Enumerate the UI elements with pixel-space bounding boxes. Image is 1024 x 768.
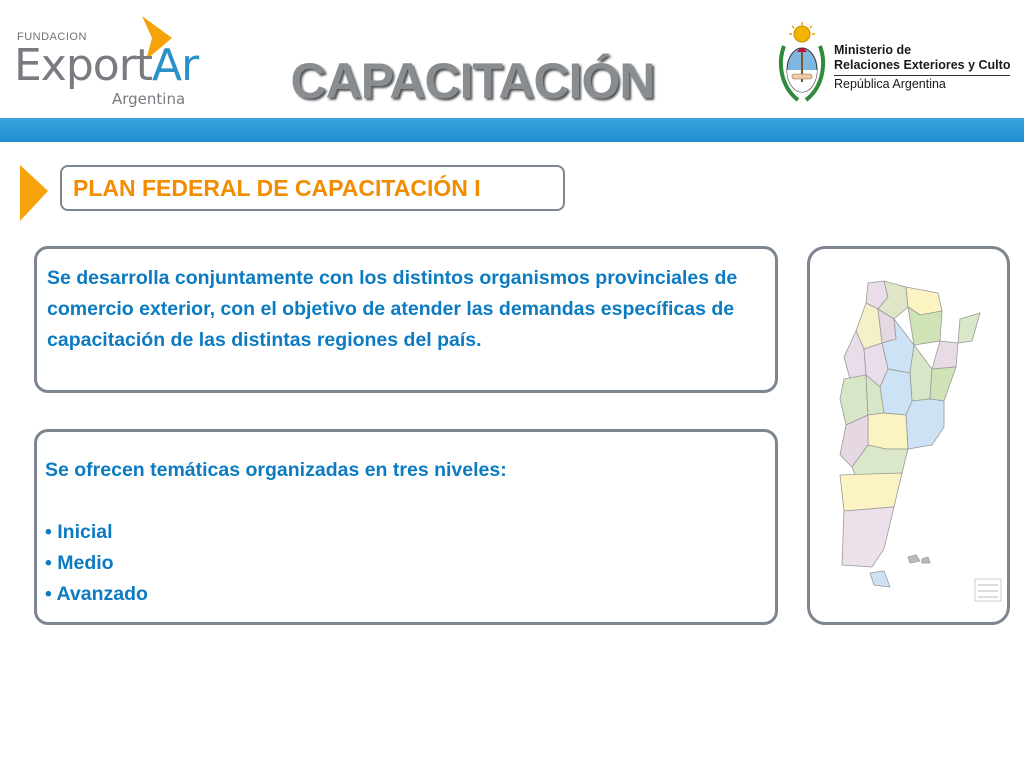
ministry-country: República Argentina bbox=[834, 77, 946, 91]
level-item-avanzado: • Avanzado bbox=[45, 583, 148, 605]
levels-box bbox=[34, 429, 778, 625]
argentina-map bbox=[810, 249, 1007, 622]
section-heading-box bbox=[60, 165, 565, 211]
orange-triangle-icon bbox=[17, 165, 49, 221]
level-item-medio: • Medio bbox=[45, 552, 114, 574]
ministry-name-line2: Relaciones Exteriores y Culto bbox=[834, 59, 1010, 76]
ministry-name-line1: Ministerio de bbox=[834, 43, 912, 57]
map-box bbox=[807, 246, 1010, 625]
ministerio-logo bbox=[776, 22, 1021, 112]
level-item-inicial: • Inicial bbox=[45, 521, 113, 543]
logo-exportar-text: ExportAr bbox=[14, 40, 199, 91]
logo-fundacion-text: FUNDACION bbox=[17, 31, 87, 43]
logo-argentina-text: Argentina bbox=[112, 90, 186, 108]
description-text: Se desarrolla conjuntamente con los distintos organismos provinciales de comercio exterior, con el objetivo de atender las demandas específicas de capacitación de las distintas regiones del país. bbox=[47, 267, 738, 351]
coat-of-arms-icon bbox=[776, 22, 828, 106]
section-title: PLAN FEDERAL DE CAPACITACIÓN I bbox=[73, 174, 481, 201]
page-title: CAPACITACIÓN bbox=[290, 53, 655, 109]
description-box bbox=[34, 246, 778, 393]
header-divider-bar bbox=[0, 118, 1024, 142]
levels-intro: Se ofrecen temáticas organizadas en tres niveles: bbox=[45, 459, 507, 481]
